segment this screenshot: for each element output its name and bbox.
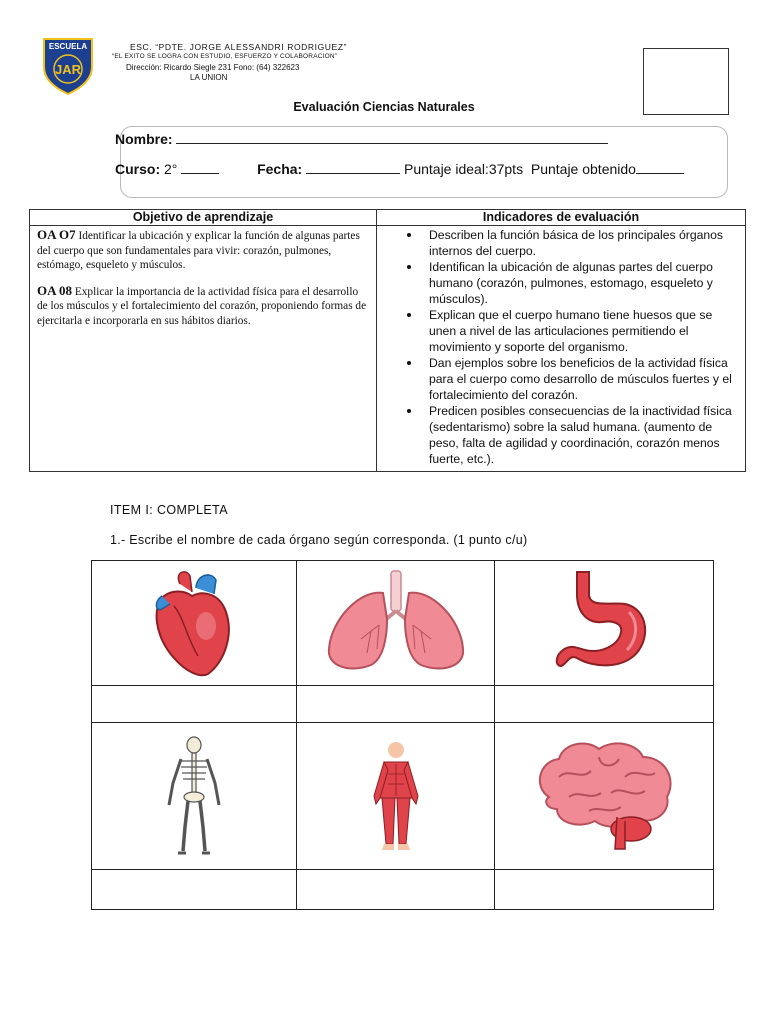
indicators-cell: [377, 226, 746, 472]
puntaje-obtenido-label: Puntaje obtenido: [530, 161, 636, 177]
question-text: 1.- Escribe el nombre de cada órgano según corresponda. (1 punto c/u): [110, 533, 528, 547]
skeleton-image: [159, 735, 229, 857]
page-title: Evaluación Ciencias Naturales: [293, 100, 475, 114]
nombre-label: Nombre:: [115, 131, 173, 147]
lungs-cell: [297, 561, 495, 686]
heart-image: [144, 566, 244, 681]
oa-08-code: OA 08: [37, 282, 73, 298]
muscles-cell: [297, 723, 495, 870]
answer-cell[interactable]: [297, 870, 495, 910]
puntaje-obtenido-field[interactable]: [636, 161, 684, 174]
curso-field[interactable]: [181, 161, 219, 174]
curso-label: Curso:: [115, 161, 161, 177]
school-logo: [41, 37, 95, 95]
school-name: ESC. “PDTE. JORGE ALESSANDRI RODRIGUEZ”: [130, 42, 348, 52]
nombre-row: [115, 131, 608, 147]
lungs-image: [321, 569, 471, 677]
indicator-item: Identifican la ubicación de algunas partes del cuerpo humano (corazón, pulmones, estomago, esqueleto y músculos).: [429, 259, 739, 307]
stomach-cell: [495, 561, 714, 686]
objectives-cell: [30, 226, 377, 472]
indicator-item: Explican que el cuerpo humano tiene huesos que se unen a nivel de las articulaciones permitiendo el movimiento y soporte del organismo.: [429, 307, 739, 355]
svg-text:JAR: JAR: [54, 62, 82, 77]
indicator-item: Dan ejemplos sobre los beneficios de la actividad física para el cuerpo como desarrollo de músculos fuertes y el fortalecimiento del corazón.: [429, 355, 739, 403]
answer-cell[interactable]: [92, 870, 297, 910]
fecha-field[interactable]: [306, 161, 400, 174]
indicators-list: [377, 226, 745, 467]
oa-07-text: Identificar la ubicación y explicar la función de algunas partes del cuerpo que son fundamentales para vivir: corazón, pulmones, estómago, esqueleto y músculos.: [37, 230, 360, 272]
objectives-table: [29, 209, 746, 472]
school-address: Dirección: Ricardo Siegle 231 Fono: (64) 322623: [126, 63, 300, 72]
indicators-header: Indicadores de evaluación: [377, 210, 746, 226]
answer-cell[interactable]: [92, 686, 297, 723]
nombre-field[interactable]: [176, 131, 608, 144]
answer-cell[interactable]: [495, 686, 714, 723]
indicator-item: Predicen posibles consecuencias de la inactividad física (sedentarismo) sobre la salud humana. (aumento de peso, falta de agilidad y coordinación, corazón menos fuerte, etc.).: [429, 403, 739, 467]
item-title: ITEM I: COMPLETA: [110, 503, 228, 517]
oa-07-code: OA O7: [37, 227, 76, 242]
curso-row: [115, 161, 684, 177]
heart-cell: [92, 561, 297, 686]
brain-image: [529, 737, 679, 855]
oa-07: [30, 226, 376, 273]
muscles-image: [366, 740, 426, 852]
school-motto: “EL EXITO SE LOGRA CON ESTUDIO, ESFUERZO Y COLABORACION”: [112, 53, 338, 60]
fecha-label: Fecha:: [257, 161, 303, 177]
indicator-item: Describen la función básica de los principales órganos internos del cuerpo.: [429, 227, 739, 259]
puntaje-ideal: Puntaje ideal:37pts: [403, 161, 524, 177]
oa-08-text: Explicar la importancia de la actividad física para el desarrollo de los músculos y el fortalecimiento del corazón, proponiendo formas de ejercitarla e incorporarla en sus hábitos diarios.: [37, 285, 367, 327]
oa-08: [30, 282, 376, 329]
answer-cell[interactable]: [297, 686, 495, 723]
brain-cell: [495, 723, 714, 870]
svg-text:ESCUELA: ESCUELA: [48, 42, 88, 51]
curso-value: 2°: [164, 161, 178, 177]
stomach-image: [549, 568, 659, 678]
organ-table: [91, 560, 714, 910]
answer-cell[interactable]: [495, 870, 714, 910]
objectives-header: Objetivo de aprendizaje: [30, 210, 377, 226]
school-city: LA UNION: [190, 73, 228, 82]
skeleton-cell: [92, 723, 297, 870]
